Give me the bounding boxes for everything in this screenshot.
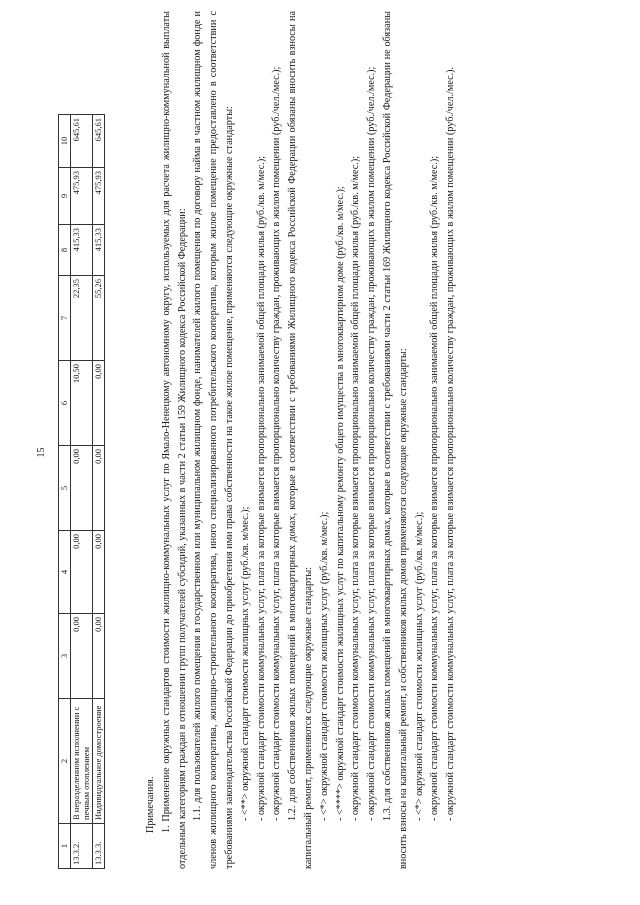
note-paragraph: - окружной стандарт стоимости коммунальных услуг, плата за которые взимается пропорционально занимаемой общей площади жилья (руб./кв. м/мес.); — [255, 155, 267, 821]
note-paragraph: 1.1. для пользователей жилого помещения в государственном или муниципальном жилищном фонде, нанимателей жилого помещения по договору найма в частном жилищном фонде и членов жилищного кооператива, жилищно-строительного кооператива, иного специализированного потребительского кооператива, которым жилое помещение предоставлено в соответствии с требованиями законодательства Российской Федерации до приобретения ими права собственности на такое жилое помещение, применяются следующие окружные стандарты: — [192, 11, 235, 869]
column-number: 7 — [59, 276, 71, 361]
column-number: 4 — [59, 531, 71, 614]
table-cell: 0,00 — [71, 614, 93, 699]
note-paragraph: - окружной стандарт стоимости коммунальных услуг, плата за которые взимается пропорционально количеству граждан, проживающих в жилом помещении (руб./чел./мес.); — [366, 66, 378, 821]
column-number: 9 — [59, 168, 71, 225]
column-number: 6 — [59, 361, 71, 446]
table-cell: 475,93 — [71, 168, 93, 225]
note-paragraph: - <*> окружной стандарт стоимости жилищных услуг (руб./кв. м/мес.); — [318, 511, 330, 821]
column-number: 3 — [59, 614, 71, 699]
table-cell: 0,00 — [93, 446, 105, 531]
table-cell: 0,00 — [71, 446, 93, 531]
note-paragraph: 1.3. для собственников жилых помещений в многоквартирных домах, которые в соответствии с требованиями части 2 статьи 169 Жилищного кодекса Российской Федерации не обязаны вносить взносы на капитальный ремонт, и собственников жилых домов применяются следующие окружные стандарты: — [381, 11, 409, 869]
notes-heading: Примечания. — [145, 776, 156, 833]
column-number: 10 — [59, 115, 71, 168]
note-paragraph: - окружной стандарт стоимости коммунальных услуг, плата за которые взимается пропорционально количеству граждан, проживающих в жилом помещении (руб./чел./мес.). — [445, 66, 457, 821]
row-code: 13.3.3. — [93, 824, 105, 869]
table-cell: 10,50 — [71, 361, 93, 446]
row-name: В неразделенном исполнении с печным отоплением — [71, 699, 93, 824]
column-number: 1 — [59, 824, 71, 869]
row-code: 13.3.2. — [71, 824, 93, 869]
table-row — [93, 115, 105, 869]
tariff-table — [58, 114, 105, 869]
table-cell: 22,35 — [71, 276, 93, 361]
column-number: 2 — [59, 699, 71, 824]
table-cell: 0,00 — [93, 614, 105, 699]
note-paragraph: 1.2. для собственников жилых помещений в многоквартирных домах, которые в соответствии с требованиями Жилищного кодекса Российской Федерации обязаны вносить взносы на капитальный ремонт, применяются следующие окружные стандарты: — [287, 11, 314, 869]
column-number: 5 — [59, 446, 71, 531]
column-number-row — [59, 115, 71, 869]
table-cell: 55,26 — [93, 276, 105, 361]
note-paragraph: - <*> окружной стандарт стоимости жилищных услуг (руб./кв. м/мес.); — [413, 511, 425, 821]
row-name: Индивидуальное домостроение — [93, 699, 105, 824]
table-cell: 415,33 — [93, 225, 105, 276]
note-paragraph: - <**> окружной стандарт стоимости жилищных услуг (руб./кв. м/мес.); — [239, 506, 251, 821]
table-cell: 645,61 — [93, 115, 105, 168]
table-cell: 415,33 — [71, 225, 93, 276]
table-cell: 0,00 — [71, 531, 93, 614]
note-paragraph: - <****> окружной стандарт стоимости жилищных услуг по капитальному ремонту общего имущества в многоквартирном доме (руб./кв. м/мес.); — [334, 186, 346, 821]
table-row — [71, 115, 93, 869]
note-paragraph: 1. Применение окружных стандартов стоимости жилищно-коммунальных услуг по Ямало-Ненецкому автономному округу, используемых для расчета жилищно-коммунальной выплаты отдельным категориям граждан в отношении групп получателей субсидий, указанных в части 2 статьи 159 Жилищного кодекса Российской Федерации: — [160, 11, 188, 869]
table-cell: 0,00 — [93, 361, 105, 446]
column-number: 8 — [59, 225, 71, 276]
table-cell: 475,93 — [93, 168, 105, 225]
page-number: 15 — [36, 447, 47, 458]
note-paragraph: - окружной стандарт стоимости коммунальных услуг, плата за которые взимается пропорционально занимаемой общей площади жилья (руб./кв. м/мес.); — [350, 155, 362, 821]
note-paragraph: - окружной стандарт стоимости коммунальных услуг, плата за которые взимается пропорционально занимаемой общей площади жилья (руб./кв. м/мес.); — [429, 155, 441, 821]
table-cell: 645,61 — [71, 115, 93, 168]
table-cell: 0,00 — [93, 531, 105, 614]
notes-section — [143, 11, 459, 869]
note-paragraph: - окружной стандарт стоимости коммунальных услуг, плата за которые взимается пропорционально количеству граждан, проживающих в жилом помещении (руб./чел./мес.); — [271, 66, 283, 821]
